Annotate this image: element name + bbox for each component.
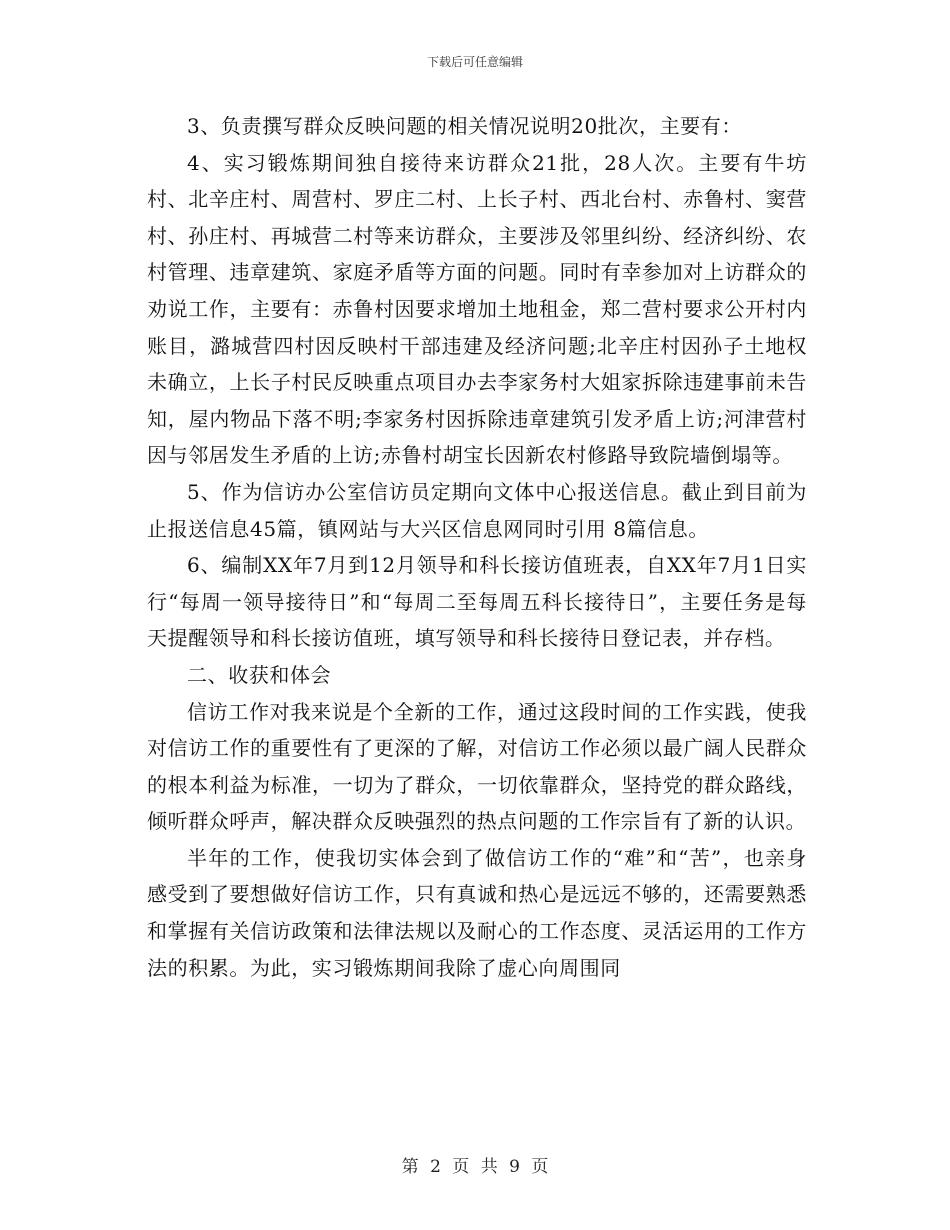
paragraph-item-6: 6、编制XX年7月到12月领导和科长接访值班表，自XX年7月1日实行“每周一领导接待日”和“每周二至每周五科长接待日”，主要任务是每天提醒领导和科长接访值班，填写领导和科长接待日登记表，并存档。 (147, 553, 807, 651)
paragraph-item-3: 3、负责撰写群众反映问题的相关情况说明20批次，主要有： (187, 114, 742, 138)
page-footer (0, 1152, 950, 1177)
footer-label-page: 第 (401, 1157, 419, 1177)
footer-total-pages: 9 (509, 1157, 520, 1177)
section-heading: 二、收获和体会 (187, 662, 332, 687)
paragraph-item-4: 4、实习锻炼期间独自接待来访群众21批，28人次。主要有牛坊村、北辛庄村、周营村、罗庄二村、上长子村、西北台村、赤鲁村、窦营村、孙庄村、再城营二村等来访群众，主要涉及邻里纠纷、经济纠纷、农村管理、违章建筑、家庭矛盾等方面的问题。同时有幸参加对上访群众的劝说工作，主要有：赤鲁村因要求增加土地租金，郑二营村要求公开村内账目，潞城营四村因反映村干部违建及经济问题;北辛庄村因孙子土地权未确立，上长子村民反映重点项目办去李家务村大姐家拆除违建事前未告知，屋内物品下落不明;李家务村因拆除违章建筑引发矛盾上访;河津营村因与邻居发生矛盾的上访;赤鲁村胡宝长因新农村修路导致院墙倒塌等。 (147, 150, 807, 468)
footer-label-page-unit: 页 (452, 1157, 470, 1177)
footer-label-total: 共 (480, 1157, 498, 1177)
page-header: 下载后可任意编辑 (426, 55, 523, 69)
paragraph-reflection-2: 半年的工作，使我切实体会到了做信访工作的“难”和“苦”，也亲身感受到了要想做好信访工作，只有真诚和热心是远远不够的，还需要熟悉和掌握有关信访政策和法律法规以及耐心的工作态度、灵活运用的工作方法的积累。为此，实习锻炼期间我除了虚心向周围同 (147, 845, 807, 980)
footer-label-total-unit: 页 (531, 1157, 549, 1177)
paragraph-item-5: 5、作为信访办公室信访员定期向文体中心报送信息。截止到目前为止报送信息45篇，镇网站与大兴区信息网同时引用 8篇信息。 (147, 479, 807, 541)
footer-page-number: 2 (430, 1157, 441, 1177)
document-body (147, 108, 807, 986)
paragraph-reflection-1: 信访工作对我来说是个全新的工作，通过这段时间的工作实践，使我对信访工作的重要性有了更深的了解，对信访工作必须以最广阔人民群众的根本利益为标准，一切为了群众，一切依靠群众，坚持党的群众路线，倾听群众呼声，解决群众反映强烈的热点问题的工作宗旨有了新的认识。 (147, 699, 807, 834)
